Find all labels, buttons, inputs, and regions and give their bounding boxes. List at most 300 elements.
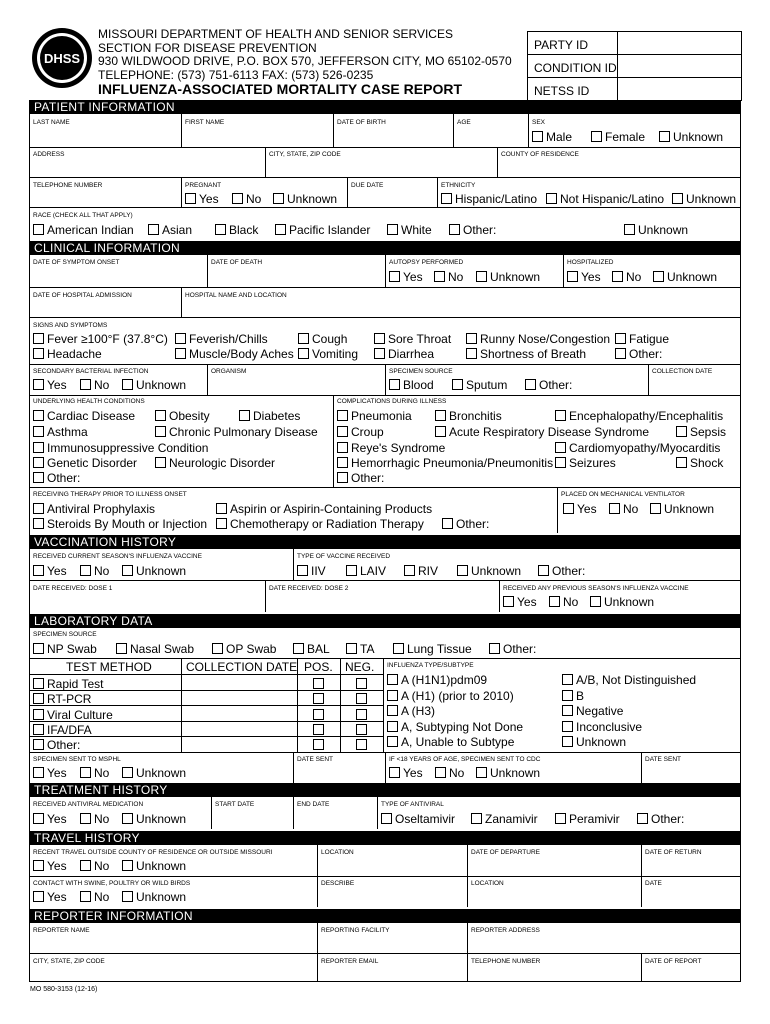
netss-id-label: NETSS ID — [528, 78, 618, 100]
test-rapid-label: Rapid Test — [47, 677, 104, 691]
symptom-aches-checkbox[interactable] — [175, 348, 186, 359]
vaccine-no-checkbox[interactable] — [80, 565, 91, 576]
rtpcr-pos-checkbox[interactable] — [313, 693, 324, 704]
symptom-aches-label: Muscle/Body Aches — [189, 347, 294, 361]
ventilator-yes-label: Yes — [577, 502, 597, 516]
symptom-chills-checkbox[interactable] — [175, 333, 186, 344]
symptom-other-checkbox[interactable] — [615, 348, 626, 359]
comp-bronchitis-checkbox[interactable] — [435, 410, 446, 421]
agency-phone: TELEPHONE: (573) 751-6113 FAX: (573) 526-0235 — [98, 67, 374, 82]
comp-seizures-label: Seizures — [569, 456, 616, 470]
reporting-facility-label: REPORTING FACILITY — [321, 927, 390, 934]
specimen-other-checkbox[interactable] — [525, 379, 536, 390]
zanamivir-label: Zanamivir — [485, 812, 538, 826]
cond-genetic-label: Genetic Disorder — [47, 456, 138, 470]
reporter-address-label: REPORTER ADDRESS — [471, 927, 540, 934]
comp-hemorrhagic-label: Hemorrhagic Pneumonia/Pneumonitis — [351, 456, 554, 470]
subtype-inconclusive-label: Inconclusive — [576, 720, 643, 734]
admission-label: DATE OF HOSPITAL ADMISSION — [33, 292, 132, 299]
cdc-no-checkbox[interactable] — [435, 767, 446, 778]
vaccine-riv-checkbox[interactable] — [404, 565, 415, 576]
lab-lung-tissue-checkbox[interactable] — [393, 643, 404, 654]
party-id-field[interactable] — [618, 32, 741, 54]
subtype-h1-checkbox[interactable] — [387, 690, 398, 701]
travel-yes-label: Yes — [47, 859, 67, 873]
due-date-label: DUE DATE — [351, 182, 384, 189]
comp-shock-checkbox[interactable] — [676, 457, 687, 468]
comp-reyes-label: Reye's Syndrome — [351, 441, 446, 455]
autopsy-yes-checkbox[interactable] — [389, 271, 400, 282]
antiviral-no-label: No — [94, 812, 110, 826]
race-american-indian-label: American Indian — [47, 223, 134, 237]
prev-vaccine-yes-checkbox[interactable] — [503, 596, 514, 607]
contact-yes-checkbox[interactable] — [33, 891, 44, 902]
sex-male-label: Male — [546, 130, 573, 144]
symptom-sob-label: Shortness of Breath — [480, 347, 587, 361]
lab-op-swab-checkbox[interactable] — [212, 643, 223, 654]
hospitalized-no-checkbox[interactable] — [612, 271, 623, 282]
therapy-chemo-label: Chemotherapy or Radiation Therapy — [230, 517, 424, 531]
travel-label: RECENT TRAVEL OUTSIDE COUNTY OF RESIDENCE OR OUTSIDE MISSOURI — [33, 849, 273, 856]
race-asian-label: Asian — [162, 223, 193, 237]
cond-copd-label: Chronic Pulmonary Disease — [169, 425, 318, 439]
race-black-checkbox[interactable] — [215, 224, 226, 235]
therapy-other-label: Other: — [456, 517, 490, 531]
contact-location-label: LOCATION — [471, 880, 504, 887]
lab-ta-label: TA — [360, 642, 375, 656]
ventilator-no-checkbox[interactable] — [609, 503, 620, 514]
cond-neuro-label: Neurologic Disorder — [169, 456, 276, 470]
comp-encephalopathy-checkbox[interactable] — [555, 410, 566, 421]
secondary-yes-label: Yes — [47, 378, 67, 392]
collection-date-header: COLLECTION DATE — [186, 660, 298, 674]
end-date-label: END DATE — [297, 801, 330, 808]
culture-neg-checkbox[interactable] — [356, 709, 367, 720]
cond-immuno-checkbox[interactable] — [33, 442, 44, 453]
subtype-h3-label: A (H3) — [401, 704, 436, 718]
age-label: AGE — [457, 119, 471, 126]
cond-copd-checkbox[interactable] — [155, 426, 166, 437]
id-box — [527, 31, 742, 101]
dhss-seal-logo — [31, 27, 93, 89]
therapy-antiviral-label: Antiviral Prophylaxis — [47, 502, 156, 516]
lab-np-swab-label: NP Swab — [47, 642, 97, 656]
comp-hemorrhagic-checkbox[interactable] — [337, 457, 348, 468]
comp-sepsis-checkbox[interactable] — [676, 426, 687, 437]
travel-no-checkbox[interactable] — [80, 860, 91, 871]
county-label: COUNTY OF RESIDENCE — [501, 151, 579, 158]
section-travel: TRAVEL HISTORY — [29, 831, 741, 845]
cond-neuro-checkbox[interactable] — [155, 457, 166, 468]
cond-cardiac-checkbox[interactable] — [33, 410, 44, 421]
vaccine-iiv-checkbox[interactable] — [297, 565, 308, 576]
symptom-sore-throat-label: Sore Throat — [388, 332, 452, 346]
pregnant-no-label: No — [246, 192, 262, 206]
start-date-label: START DATE — [215, 801, 255, 808]
oseltamivir-checkbox[interactable] — [381, 813, 392, 824]
comp-other-label: Other: — [351, 471, 385, 485]
therapy-aspirin-checkbox[interactable] — [216, 503, 227, 514]
antiviral-yes-checkbox[interactable] — [33, 813, 44, 824]
msphl-yes-label: Yes — [47, 766, 67, 780]
phone-label: TELEPHONE NUMBER — [33, 182, 103, 189]
test-method-header: TEST METHOD — [66, 660, 152, 674]
symptom-cough-label: Cough — [312, 332, 348, 346]
symptom-other-label: Other: — [629, 347, 663, 361]
contact-yes-label: Yes — [47, 890, 67, 904]
test-culture-checkbox[interactable] — [33, 709, 44, 720]
race-white-checkbox[interactable] — [387, 224, 398, 235]
lab-op-swab-label: OP Swab — [226, 642, 277, 656]
comp-encephalopathy-label: Encephalopathy/Encephalitis — [569, 409, 724, 423]
therapy-steroids-checkbox[interactable] — [33, 518, 44, 529]
cond-obesity-checkbox[interactable] — [155, 410, 166, 421]
lab-source-other-label: Other: — [503, 642, 537, 656]
symptom-headache-checkbox[interactable] — [33, 348, 44, 359]
symptom-fever-label: Fever ≥100°F (37.8°C) — [47, 332, 168, 346]
symptom-sore-throat-checkbox[interactable] — [374, 333, 385, 344]
prev-vaccine-unknown-label: Unknown — [604, 595, 655, 609]
therapy-antiviral-checkbox[interactable] — [33, 503, 44, 514]
subtype-unknown-checkbox[interactable] — [562, 736, 573, 747]
antiviral-other-checkbox[interactable] — [637, 813, 648, 824]
cdc-yes-checkbox[interactable] — [389, 767, 400, 778]
other-pos-checkbox[interactable] — [313, 739, 324, 750]
test-ifa-checkbox[interactable] — [33, 724, 44, 735]
lab-nasal-swab-checkbox[interactable] — [116, 643, 127, 654]
msphl-no-checkbox[interactable] — [80, 767, 91, 778]
page-title: INFLUENZA-ASSOCIATED MORTALITY CASE REPORT — [98, 81, 462, 97]
section-treatment: TREATMENT HISTORY — [29, 783, 741, 797]
test-other-checkbox[interactable] — [33, 739, 44, 750]
current-vaccine-label: RECEIVED CURRENT SEASON'S INFLUENZA VACCINE — [33, 553, 202, 560]
test-rtpcr-checkbox[interactable] — [33, 693, 44, 704]
symptom-diarrhea-checkbox[interactable] — [374, 348, 385, 359]
race-other-label: Other: — [463, 223, 497, 237]
cdc-unknown-checkbox[interactable] — [476, 767, 487, 778]
prev-vaccine-unknown-checkbox[interactable] — [590, 596, 601, 607]
antiviral-unknown-checkbox[interactable] — [122, 813, 133, 824]
dose1-label: DATE RECEIVED: DOSE 1 — [33, 585, 113, 592]
comp-sepsis-label: Sepsis — [690, 425, 727, 439]
pregnant-no-checkbox[interactable] — [232, 193, 243, 204]
rapid-pos-checkbox[interactable] — [313, 678, 324, 689]
organism-label: ORGANISM — [211, 368, 247, 375]
symptom-fatigue-checkbox[interactable] — [615, 333, 626, 344]
hospitalized-no-label: No — [626, 270, 642, 284]
test-culture-label: Viral Culture — [47, 708, 113, 722]
section-vaccination: VACCINATION HISTORY — [29, 535, 741, 549]
race-pacific-islander-label: Pacific Islander — [289, 223, 371, 237]
therapy-aspirin-label: Aspirin or Aspirin-Containing Products — [230, 502, 433, 516]
comp-pneumonia-label: Pneumonia — [351, 409, 412, 423]
sex-unknown-label: Unknown — [673, 130, 724, 144]
secondary-unknown-label: Unknown — [136, 378, 187, 392]
neg-header: NEG. — [345, 660, 375, 674]
subtype-not-done-label: A, Subtyping Not Done — [401, 720, 524, 734]
subtype-unable-checkbox[interactable] — [387, 736, 398, 747]
autopsy-unknown-checkbox[interactable] — [476, 271, 487, 282]
section-clinical-info: CLINICAL INFORMATION — [29, 241, 741, 255]
cond-diabetes-checkbox[interactable] — [239, 410, 250, 421]
other-neg-checkbox[interactable] — [356, 739, 367, 750]
hospitalized-yes-checkbox[interactable] — [567, 271, 578, 282]
msphl-unknown-checkbox[interactable] — [122, 767, 133, 778]
contact-unknown-checkbox[interactable] — [122, 891, 133, 902]
hospitalized-unknown-checkbox[interactable] — [653, 271, 664, 282]
vaccine-type-unknown-checkbox[interactable] — [457, 565, 468, 576]
lab-np-swab-checkbox[interactable] — [33, 643, 44, 654]
symptom-sob-checkbox[interactable] — [466, 348, 477, 359]
vaccine-type-other-label: Other: — [552, 564, 586, 578]
travel-no-label: No — [94, 859, 110, 873]
pregnant-unknown-checkbox[interactable] — [273, 193, 284, 204]
city-label: CITY, STATE, ZIP CODE — [269, 151, 341, 158]
specimen-blood-checkbox[interactable] — [389, 379, 400, 390]
prev-vaccine-no-checkbox[interactable] — [549, 596, 560, 607]
cond-diabetes-label: Diabetes — [253, 409, 301, 423]
comp-croup-checkbox[interactable] — [337, 426, 348, 437]
cdc-no-label: No — [449, 766, 465, 780]
vaccine-unknown-label: Unknown — [136, 564, 187, 578]
contact-no-label: No — [94, 890, 110, 904]
pregnant-yes-label: Yes — [199, 192, 219, 206]
subtype-inconclusive-checkbox[interactable] — [562, 721, 573, 732]
return-label: DATE OF RETURN — [645, 849, 702, 856]
antiviral-yes-label: Yes — [47, 812, 67, 826]
msphl-date-label: DATE SENT — [297, 756, 333, 763]
race-other-checkbox[interactable] — [449, 224, 460, 235]
reporter-email-label: REPORTER EMAIL — [321, 958, 379, 965]
race-unknown-label: Unknown — [638, 223, 689, 237]
symptom-vomiting-checkbox[interactable] — [298, 348, 309, 359]
secondary-unknown-checkbox[interactable] — [122, 379, 133, 390]
vaccine-type-label: TYPE OF VACCINE RECEIVED — [297, 553, 391, 560]
comp-pneumonia-checkbox[interactable] — [337, 410, 348, 421]
travel-location-label: LOCATION — [321, 849, 354, 856]
complications-label: COMPLICATIONS DURING ILLNESS — [337, 398, 447, 405]
agency-name: MISSOURI DEPARTMENT OF HEALTH AND SENIOR SERVICES — [98, 27, 453, 41]
section-lab-data: LABORATORY DATA — [29, 614, 741, 628]
cond-cardiac-label: Cardiac Disease — [47, 409, 136, 423]
autopsy-yes-label: Yes — [403, 270, 423, 284]
symptom-diarrhea-label: Diarrhea — [388, 347, 435, 361]
ifa-neg-checkbox[interactable] — [356, 724, 367, 735]
vaccine-type-other-checkbox[interactable] — [538, 565, 549, 576]
ethnicity-unknown-checkbox[interactable] — [672, 193, 683, 204]
condition-id-field[interactable] — [618, 55, 741, 77]
rapid-neg-checkbox[interactable] — [356, 678, 367, 689]
cond-asthma-checkbox[interactable] — [33, 426, 44, 437]
therapy-other-checkbox[interactable] — [442, 518, 453, 529]
last-name-label: LAST NAME — [33, 119, 70, 126]
hispanic-checkbox[interactable] — [441, 193, 452, 204]
antiviral-other-label: Other: — [651, 812, 685, 826]
contact-label: CONTACT WITH SWINE, POULTRY OR WILD BIRDS — [33, 880, 191, 887]
travel-unknown-checkbox[interactable] — [122, 860, 133, 871]
contact-date-label: DATE — [645, 880, 662, 887]
pregnant-yes-checkbox[interactable] — [185, 193, 196, 204]
specimen-blood-label: Blood — [403, 378, 434, 392]
sex-female-checkbox[interactable] — [591, 131, 602, 142]
subtype-ab-checkbox[interactable] — [562, 674, 573, 685]
not-hispanic-label: Not Hispanic/Latino — [560, 192, 665, 206]
specimen-sputum-label: Sputum — [466, 378, 508, 392]
comp-cardiomyopathy-checkbox[interactable] — [555, 442, 566, 453]
pos-header: POS. — [304, 660, 333, 674]
cond-other-checkbox[interactable] — [33, 472, 44, 483]
race-asian-checkbox[interactable] — [148, 224, 159, 235]
lab-source-other-checkbox[interactable] — [489, 643, 500, 654]
autopsy-no-checkbox[interactable] — [434, 271, 445, 282]
autopsy-unknown-label: Unknown — [490, 270, 541, 284]
hispanic-label: Hispanic/Latino — [455, 192, 538, 206]
secondary-no-label: No — [94, 378, 110, 392]
sex-unknown-checkbox[interactable] — [659, 131, 670, 142]
lab-nasal-swab-label: Nasal Swab — [130, 642, 195, 656]
therapy-steroids-label: Steroids By Mouth or Injection — [47, 517, 208, 531]
race-unknown-checkbox[interactable] — [624, 224, 635, 235]
culture-pos-checkbox[interactable] — [313, 709, 324, 720]
vaccine-no-label: No — [94, 564, 110, 578]
ethnicity-unknown-label: Unknown — [686, 192, 737, 206]
subtype-b-label: B — [576, 689, 585, 703]
subtype-h1n1-checkbox[interactable] — [387, 674, 398, 685]
ifa-pos-checkbox[interactable] — [313, 724, 324, 735]
contact-unknown-label: Unknown — [136, 890, 187, 904]
hospitalized-unknown-label: Unknown — [667, 270, 718, 284]
secondary-yes-checkbox[interactable] — [33, 379, 44, 390]
test-rapid-checkbox[interactable] — [33, 678, 44, 689]
antiviral-no-checkbox[interactable] — [80, 813, 91, 824]
lab-ta-checkbox[interactable] — [346, 643, 357, 654]
lab-bal-label: BAL — [307, 642, 330, 656]
comp-other-checkbox[interactable] — [337, 472, 348, 483]
cdc-yes-label: Yes — [403, 766, 423, 780]
therapy-chemo-checkbox[interactable] — [216, 518, 227, 529]
subtype-b-checkbox[interactable] — [562, 690, 573, 701]
section-patient-info: PATIENT INFORMATION — [29, 100, 741, 114]
ventilator-yes-checkbox[interactable] — [563, 503, 574, 514]
msphl-yes-checkbox[interactable] — [33, 767, 44, 778]
section-reporter: REPORTER INFORMATION — [29, 909, 741, 923]
reporter-name-label: REPORTER NAME — [33, 927, 90, 934]
ventilator-label: PLACED ON MECHANICAL VENTILATOR — [561, 491, 685, 498]
report-date-label: DATE OF REPORT — [645, 958, 702, 965]
peramivir-checkbox[interactable] — [555, 813, 566, 824]
condition-id-label: CONDITION ID — [528, 55, 618, 77]
subtype-not-done-checkbox[interactable] — [387, 721, 398, 732]
subtype-h1n1-label: A (H1N1)pdm09 — [401, 673, 488, 687]
underlying-label: UNDERLYING HEALTH CONDITIONS — [33, 398, 145, 405]
comp-reyes-checkbox[interactable] — [337, 442, 348, 453]
cond-asthma-label: Asthma — [47, 425, 88, 439]
cdc-label: IF <18 YEARS OF AGE, SPECIMEN SENT TO CDC — [389, 756, 541, 763]
msphl-no-label: No — [94, 766, 110, 780]
contact-no-checkbox[interactable] — [80, 891, 91, 902]
symptom-fever-checkbox[interactable] — [33, 333, 44, 344]
zanamivir-checkbox[interactable] — [471, 813, 482, 824]
autopsy-no-label: No — [448, 270, 464, 284]
lab-bal-checkbox[interactable] — [293, 643, 304, 654]
symptom-headache-label: Headache — [47, 347, 102, 361]
race-label: RACE (CHECK ALL THAT APPLY) — [33, 212, 133, 219]
rtpcr-neg-checkbox[interactable] — [356, 693, 367, 704]
race-black-label: Black — [229, 223, 259, 237]
symptom-cough-checkbox[interactable] — [298, 333, 309, 344]
subtype-h3-checkbox[interactable] — [387, 705, 398, 716]
form-number: MO 580-3153 (12-16) — [30, 986, 98, 993]
travel-unknown-label: Unknown — [136, 859, 187, 873]
comp-seizures-checkbox[interactable] — [555, 457, 566, 468]
specimen-other-label: Other: — [539, 378, 573, 392]
secondary-label: SECONDARY BACTERIAL INFECTION — [33, 368, 149, 375]
vaccine-yes-checkbox[interactable] — [33, 565, 44, 576]
cond-other-label: Other: — [47, 471, 81, 485]
secondary-no-checkbox[interactable] — [80, 379, 91, 390]
subtype-negative-label: Negative — [576, 704, 624, 718]
msphl-unknown-label: Unknown — [136, 766, 187, 780]
ventilator-no-label: No — [623, 502, 639, 516]
symptom-runny-nose-checkbox[interactable] — [466, 333, 477, 344]
address-label: ADDRESS — [33, 151, 65, 158]
subtype-h1-label: A (H1) (prior to 2010) — [401, 689, 514, 703]
comp-croup-label: Croup — [351, 425, 384, 439]
race-american-indian-checkbox[interactable] — [33, 224, 44, 235]
subtype-ab-label: A/B, Not Distinguished — [576, 673, 697, 687]
sex-female-label: Female — [605, 130, 646, 144]
first-name-label: FIRST NAME — [185, 119, 225, 126]
vaccine-laiv-checkbox[interactable] — [346, 565, 357, 576]
lab-lung-tissue-label: Lung Tissue — [407, 642, 472, 656]
comp-ards-checkbox[interactable] — [435, 426, 446, 437]
comp-shock-label: Shock — [690, 456, 724, 470]
dose2-label: DATE RECEIVED: DOSE 2 — [269, 585, 349, 592]
vaccine-iiv-label: IIV — [311, 564, 326, 578]
vaccine-type-unknown-label: Unknown — [471, 564, 522, 578]
netss-id-field[interactable] — [618, 78, 741, 100]
specimen-sputum-checkbox[interactable] — [452, 379, 463, 390]
reporter-city-label: CITY, STATE, ZIP CODE — [33, 958, 105, 965]
hospitalized-label: HOSPITALIZED — [567, 259, 614, 266]
peramivir-label: Peramivir — [569, 812, 620, 826]
agency-header — [98, 28, 512, 97]
cond-genetic-checkbox[interactable] — [33, 457, 44, 468]
party-id-label: PARTY ID — [528, 32, 618, 54]
antiviral-type-label: TYPE OF ANTIVIRAL — [381, 801, 444, 808]
comp-cardiomyopathy-label: Cardiomyopathy/Myocarditis — [569, 441, 721, 455]
ventilator-unknown-checkbox[interactable] — [650, 503, 661, 514]
logo-text: DHSS — [43, 51, 81, 66]
race-pacific-islander-checkbox[interactable] — [275, 224, 286, 235]
signs-label: SIGNS AND SYMPTOMS — [33, 322, 108, 329]
subtype-negative-checkbox[interactable] — [562, 705, 573, 716]
not-hispanic-checkbox[interactable] — [546, 193, 557, 204]
death-label: DATE OF DEATH — [211, 259, 263, 266]
ventilator-unknown-label: Unknown — [664, 502, 715, 516]
vaccine-unknown-checkbox[interactable] — [122, 565, 133, 576]
autopsy-label: AUTOPSY PERFORMED — [389, 259, 464, 266]
msphl-label: SPECIMEN SENT TO MSPHL — [33, 756, 121, 763]
travel-yes-checkbox[interactable] — [33, 860, 44, 871]
symptom-fatigue-label: Fatigue — [629, 332, 670, 346]
sex-male-checkbox[interactable] — [532, 131, 543, 142]
vaccine-riv-label: RIV — [418, 564, 439, 578]
cond-immuno-label: Immunosuppressive Condition — [47, 441, 209, 455]
symptom-vomiting-label: Vomiting — [312, 347, 359, 361]
race-white-label: White — [401, 223, 432, 237]
subtype-label: INFLUENZA TYPE/SUBTYPE — [387, 662, 474, 669]
